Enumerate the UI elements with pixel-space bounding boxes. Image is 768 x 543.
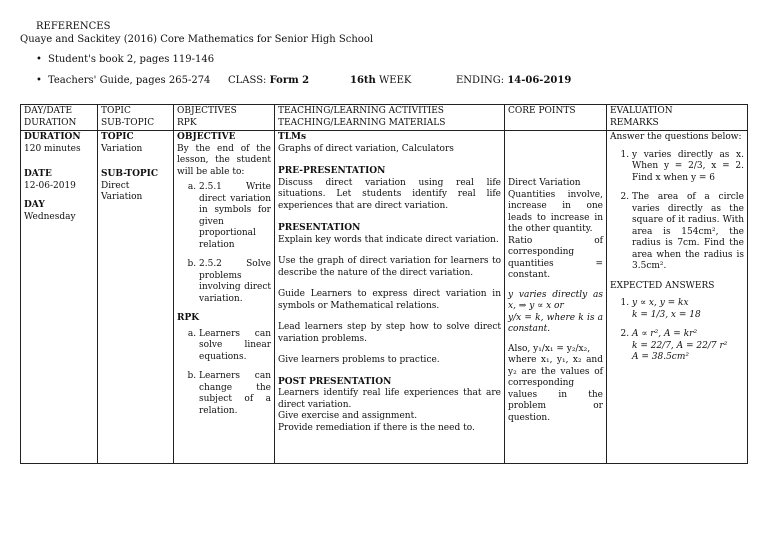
core-point: Quantities involve, increase in one leads to increase in the other quantity.	[508, 189, 603, 234]
header-line: DAY/DATE	[24, 106, 73, 116]
rpk-item: a. Learners can solve linear equations.	[199, 329, 271, 364]
answer-item	[632, 329, 744, 364]
lesson-plan-table	[20, 104, 748, 464]
reference-book: Quaye and Sackitey (2016) Core Mathematics for Senior High School	[20, 34, 374, 45]
header-line: TEACHING/LEARNING ACTIVITIES	[278, 106, 444, 116]
header-topic	[98, 105, 174, 131]
header-row	[21, 105, 748, 131]
ending-label: ENDING:	[456, 75, 505, 86]
pre-presentation-text: Discuss direct variation using real life situations. Let students identify real life experiences that are direct variation.	[278, 177, 501, 211]
answer-line: k = 1/3, x = 18	[632, 309, 701, 320]
header-line: CORE POINTS	[508, 106, 576, 116]
cell-activities	[275, 131, 505, 464]
ending-value: 14-06-2019	[507, 75, 572, 86]
tlms-label: TLMs	[278, 132, 307, 142]
answer-line: 1. y ∝ x, y = kx	[632, 298, 689, 308]
cell-topic	[98, 131, 174, 464]
cell-evaluation	[607, 131, 748, 464]
objective-intro: By the end of the lesson, the student will be able to:	[177, 143, 271, 177]
header-line: TOPIC	[101, 106, 131, 116]
week-value: 16th	[350, 75, 376, 86]
presentation-step: Lead learners step by step how to solve direct variation problems.	[278, 322, 501, 344]
header-core-points	[505, 105, 607, 131]
bullet-students-book	[36, 53, 214, 66]
core-point: Ratio of corresponding quantities = constant.	[508, 235, 603, 280]
bullet-teachers-guide	[36, 74, 210, 87]
rpk-list	[177, 329, 271, 418]
cell-day-date	[21, 131, 98, 464]
week-label: WEEK	[379, 75, 412, 86]
presentation-step: Explain key words that indicate direct variation.	[278, 234, 499, 245]
class-label: CLASS:	[228, 75, 267, 86]
objective-label: OBJECTIVE	[177, 132, 236, 142]
rpk-item: b. Learners can change the subject of a relation.	[199, 371, 271, 417]
references-title: REFERENCES	[36, 21, 111, 32]
post-presentation-line: Provide remediation if there is the need to.	[278, 422, 475, 433]
presentation-step: Use the graph of direct variation for learners to describe the nature of the direct variation.	[278, 256, 501, 278]
answer-line: 2. A ∝ r², A = kr²	[632, 329, 698, 339]
topic-value: Variation	[101, 143, 143, 154]
question-item: 1. y varies directly as x. When y = 2/3, x = 2. Find x when y = 6	[632, 150, 744, 185]
question-item: 2. The area of a circle varies directly as the square of it radius. With area is 154cm², the radius is 7cm. Find the area when the radius is 3.5cm².	[632, 192, 744, 273]
answer-item	[632, 298, 744, 321]
core-point: where x₁, y₁, x₂ and y₂ are the values of corresponding values in the problem or question.	[508, 355, 603, 423]
rpk-label: RPK	[177, 313, 200, 323]
subtopic-label: SUB-TOPIC	[101, 169, 159, 179]
bullet-text: Teachers' Guide, pages 265-274	[48, 75, 211, 86]
date-value: 12-06-2019	[24, 180, 76, 191]
subtopic-value: Direct Variation	[101, 180, 143, 202]
answer-line: A = 38.5cm²	[632, 352, 689, 362]
objective-item: a. 2.5.1 Write direct variation in symbols for given proportional relation	[199, 182, 271, 251]
presentation-step: Guide Learners to express direct variation in symbols or Mathematical relations.	[278, 289, 501, 311]
expected-answers-label: EXPECTED ANSWERS	[610, 280, 715, 291]
post-presentation-label: POST PRESENTATION	[278, 376, 392, 387]
evaluation-intro: Answer the questions below:	[610, 132, 742, 142]
date-label: DATE	[24, 169, 52, 179]
header-activities	[275, 105, 505, 131]
header-line: SUB-TOPIC	[101, 117, 155, 128]
header-line: RPK	[177, 117, 197, 128]
objective-list	[177, 182, 271, 305]
header-line: TEACHING/LEARNING MATERIALS	[278, 117, 446, 128]
post-presentation-line: Give exercise and assignment.	[278, 411, 418, 421]
ending-info	[456, 74, 571, 87]
header-evaluation	[607, 105, 748, 131]
bullet-text: Student's book 2, pages 119-146	[48, 54, 215, 65]
header-line: DURATION	[24, 117, 77, 128]
week-info	[350, 74, 411, 87]
day-label: DAY	[24, 200, 45, 210]
question-list	[610, 150, 744, 273]
core-point: y/x = k, where k is a constant.	[508, 312, 603, 334]
answer-line: k = 22/7, A = 22/7 r²	[632, 340, 728, 351]
core-point: Also, y₁/x₁ = y₂/x₂,	[508, 343, 591, 354]
presentation-label: PRESENTATION	[278, 223, 361, 233]
pre-presentation-label: PRE-PRESENTATION	[278, 166, 386, 176]
objective-item: b. 2.5.2 Solve problems involving direct variation.	[199, 259, 271, 305]
header-day	[21, 105, 98, 131]
day-value: Wednesday	[24, 211, 76, 222]
duration-label: DURATION	[24, 132, 81, 142]
presentation-step: Give learners problems to practice.	[278, 355, 440, 365]
header-line: OBJECTIVES	[177, 106, 237, 116]
cell-core-points	[505, 131, 607, 464]
header-objectives	[174, 105, 275, 131]
topic-label: TOPIC	[101, 132, 134, 142]
core-title: Direct Variation	[508, 178, 581, 188]
duration-value: 120 minutes	[24, 143, 81, 154]
class-value: Form 2	[269, 75, 310, 86]
header-line: REMARKS	[610, 117, 659, 128]
body-row	[21, 131, 748, 464]
post-presentation-line: Learners identify real life experiences that are direct variation.	[278, 388, 501, 410]
header-line: EVALUATION	[610, 106, 673, 116]
cell-objectives	[174, 131, 275, 464]
answer-list	[610, 298, 744, 364]
tlms-text: Graphs of direct variation, Calculators	[278, 143, 454, 154]
core-point: y varies directly as x, ⇒ y ∝ x or	[508, 289, 603, 311]
class-info	[228, 74, 309, 87]
